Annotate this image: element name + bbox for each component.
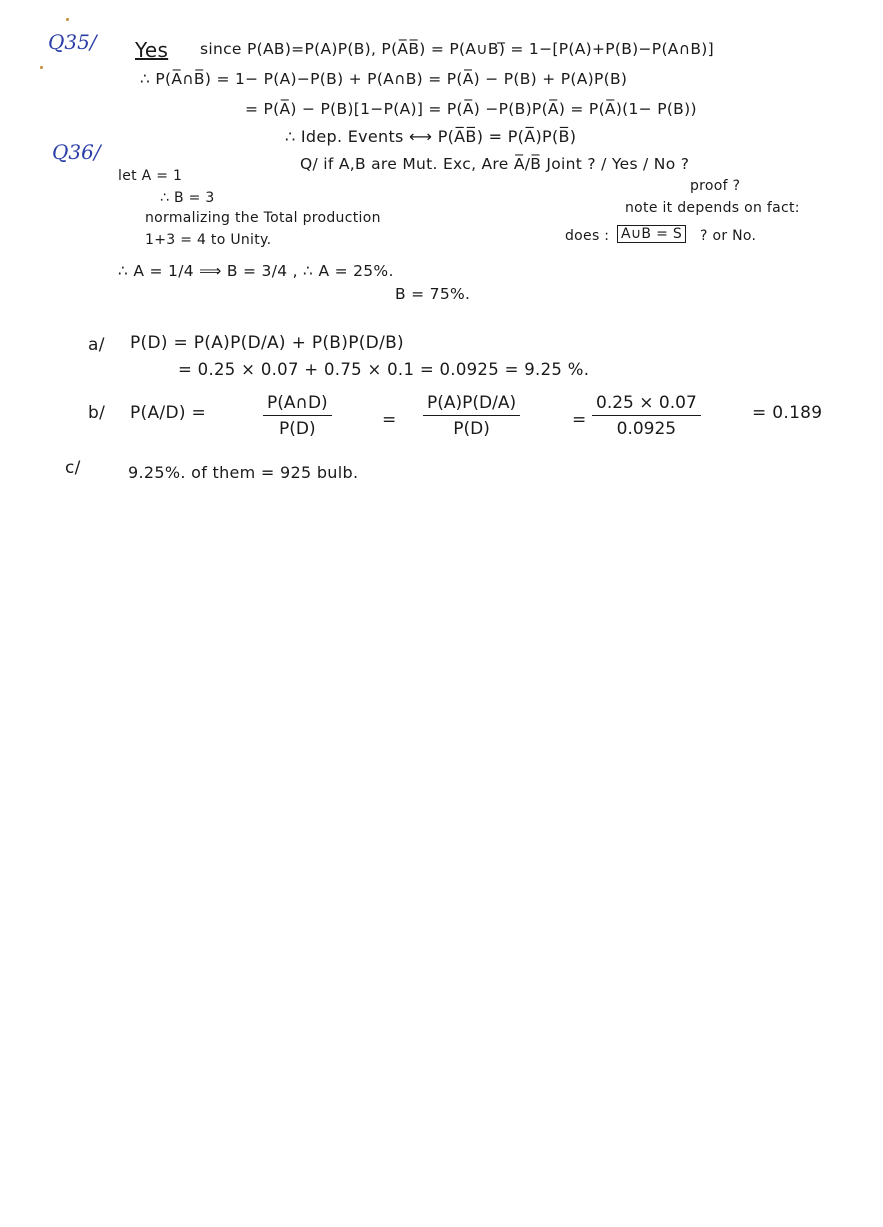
q36-sum: 1+3 = 4 to Unity.: [145, 232, 272, 248]
q36-a-line2: = 0.25 × 0.07 + 0.75 × 0.1 = 0.0925 = 9.25 %.: [178, 360, 590, 379]
ink-speck: [66, 18, 69, 21]
fraction-1: [263, 393, 332, 439]
fraction-2-numerator: P(A)P(D/A): [427, 393, 517, 413]
q36-part-c-label: c/: [65, 458, 81, 478]
equals-sign: =: [572, 410, 587, 430]
q35-question: Q/ if A,B are Mut. Exc, Are A̅/B̅ Joint ? / Yes / No ?: [300, 155, 690, 173]
q35-line2: ∴ P(A̅∩B̅) = 1− P(A)−P(B) + P(A∩B) = P(A̅) − P(B) + P(A)P(B): [140, 70, 628, 88]
fraction-1-denominator: P(D): [279, 419, 316, 439]
fraction-2-denominator: P(D): [453, 419, 490, 439]
q35-line1: since P(AB)=P(A)P(B), P(A̅B̅) = P(A∪B)̅ = 1−[P(A)+P(B)−P(A∩B)]: [200, 40, 714, 58]
q36-b-lhs: P(A/D) =: [130, 403, 207, 423]
q35-proof: proof ?: [690, 178, 741, 194]
q35-label: Q35/: [48, 30, 97, 54]
fraction-2: [423, 393, 520, 439]
q36-a-line1: P(D) = P(A)P(D/A) + P(B)P(D/B): [130, 333, 404, 353]
q35-yes: Yes: [135, 38, 169, 62]
q35-boxed-union: A∪B = S: [617, 225, 686, 243]
q36-b3: ∴ B = 3: [160, 190, 215, 206]
fraction-3-denominator: 0.0925: [616, 419, 677, 439]
q35-note: note it depends on fact:: [625, 200, 800, 216]
q35-line3: = P(A̅) − P(B)[1−P(A)] = P(A̅) −P(B)P(A̅) = P(A̅)(1− P(B)): [245, 100, 697, 118]
q35-or-no: ? or No.: [700, 228, 757, 244]
equals-sign: =: [382, 410, 397, 430]
ink-speck: [40, 66, 43, 69]
fraction-3-numerator: 0.25 × 0.07: [596, 393, 697, 413]
q36-part-b-label: b/: [88, 403, 106, 423]
q36-b-result: = 0.189: [752, 403, 823, 423]
q36-part-a-label: a/: [88, 335, 105, 355]
q36-b75: B = 75%.: [395, 285, 471, 303]
q36-normalizing: normalizing the Total production: [145, 210, 381, 226]
q35-does: does :: [565, 228, 610, 244]
q36-let: let A = 1: [118, 168, 183, 184]
q36-ratio: ∴ A = 1/4 ⟹ B = 3/4 , ∴ A = 25%.: [118, 262, 394, 280]
q36-c-line: 9.25%. of them = 925 bulb.: [128, 463, 359, 482]
q35-line4: ∴ Idep. Events ⟷ P(A̅B̅) = P(A̅)P(B̅): [285, 127, 577, 146]
fraction-3: [592, 393, 701, 439]
fraction-1-numerator: P(A∩D): [267, 393, 328, 413]
q36-label: Q36/: [52, 140, 101, 164]
